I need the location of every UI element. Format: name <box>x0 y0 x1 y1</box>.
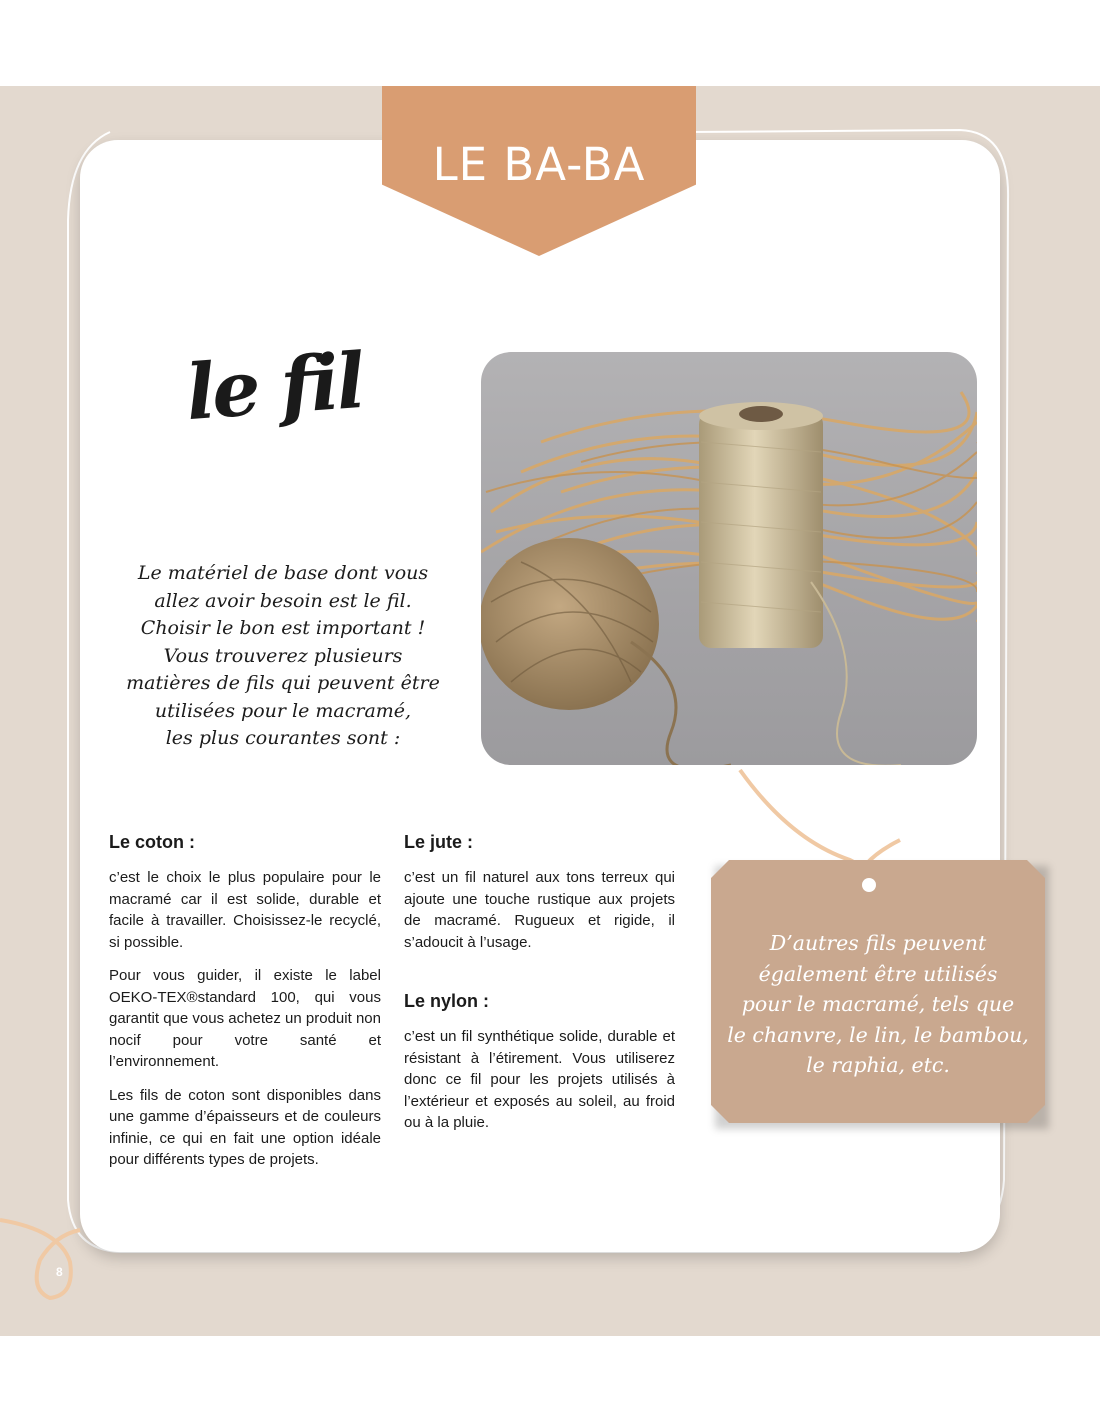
jute-nylon-column <box>404 832 675 1146</box>
intro-line: allez avoir besoin est le fil. <box>154 589 412 612</box>
tag-text <box>711 928 1045 1081</box>
intro-line: les plus courantes sont : <box>165 727 401 749</box>
section-title: le fil <box>183 335 366 438</box>
intro-line: matières de fils qui peuvent être <box>126 672 440 694</box>
intro-text <box>108 560 458 753</box>
banner-title: LE BA-BA <box>432 138 646 191</box>
nylon-paragraph: c’est un fil synthétique solide, durable et résistant à l’étirement. Vous utiliserez donc ce fil pour les projets utilisés à l’extérieur et exposés au soleil, au froid ou à la pluie. <box>404 1028 675 1131</box>
coton-column <box>109 832 381 1183</box>
twine-photo <box>481 352 977 765</box>
page-number: 8 <box>56 1265 63 1279</box>
jute-heading: Le jute : <box>404 832 474 852</box>
tag-line: pour le macramé, tels que <box>741 992 1015 1016</box>
intro-line: Choisir le bon est important ! <box>140 617 426 639</box>
nylon-heading: Le nylon : <box>404 991 489 1011</box>
coton-paragraph: Les fils de coton sont disponibles dans une gamme d’épaisseurs et de couleurs infinie, ce qui en fait une option idéale pour différents types de projets. <box>109 1086 381 1168</box>
coton-heading: Le coton : <box>109 832 195 852</box>
tag-line: le chanvre, le lin, le bambou, <box>727 1022 1029 1047</box>
tag-line: D’autres fils peuvent <box>769 931 987 955</box>
jute-paragraph: c’est un fil naturel aux tons terreux qui ajoute une touche rustique aux projets de macramé. Rugueux et rigide, il s’adoucit à l’usage. <box>404 869 675 951</box>
twine-illustration <box>481 352 977 765</box>
coton-paragraph: Pour vous guider, il existe le label OEKO-TEX®standard 100, qui vous garantit que vous achetez un produit non nocif pour votre santé et l’environnement. <box>109 967 381 1070</box>
tag-hole <box>862 878 876 892</box>
intro-line: utilisées pour le macramé, <box>154 699 412 722</box>
tag-line: également être utilisés <box>758 961 998 986</box>
intro-line: Le matériel de base dont vous <box>137 562 429 584</box>
intro-line: Vous trouverez plusieurs <box>163 644 403 667</box>
tag-line: le raphia, etc. <box>806 1053 950 1077</box>
coton-paragraph: c’est le choix le plus populaire pour le macramé car il est solide, durable et facile à travailler. Choisissez-le recyclé, si possible. <box>109 869 381 951</box>
